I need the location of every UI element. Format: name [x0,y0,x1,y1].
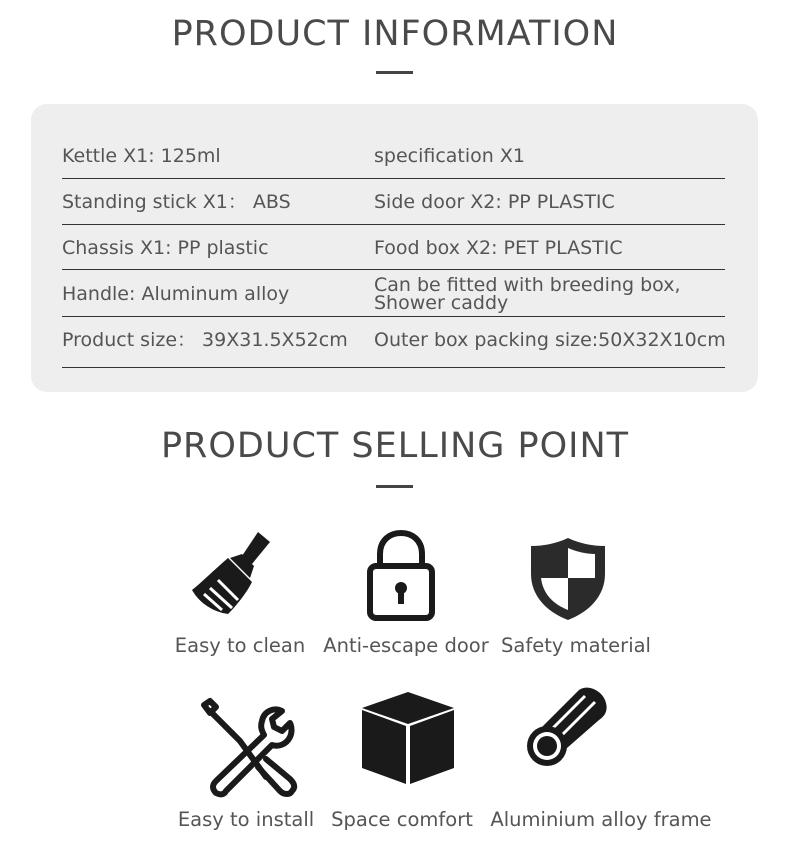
feature-aluminium-alloy-frame [472,686,662,766]
spec-divider [62,367,725,368]
feature-safety-material [473,536,663,622]
selling-point-heading: PRODUCT SELLING POINT [160,426,630,466]
heading-underline [376,71,413,74]
tube-icon [525,686,609,766]
shield-icon [529,536,607,622]
feature-label: Aluminium alloy frame [490,808,712,831]
box-icon [360,690,456,786]
product-information-heading: PRODUCT INFORMATION [171,14,619,54]
spec-divider [62,269,725,270]
spec-right: specification X1 [374,145,525,167]
spec-right-line2: Shower caddy [374,292,509,314]
feature-anti-escape-door [306,530,496,622]
spec-right: Food box X2: PET PLASTIC [374,237,623,259]
spec-left: Handle: Aluminum alloy [62,283,290,305]
feature-label: Safety material [501,634,651,657]
spec-left: Product size： 39X31.5X52cm [62,329,348,351]
feature-label: Easy to clean [174,634,306,657]
feature-label: Space comfort [331,808,473,831]
spec-divider [62,316,725,317]
spec-right-line1: Can be fitted with breeding box, [374,274,681,296]
broom-icon [188,528,282,618]
spec-left: Chassis X1: PP plastic [62,237,269,259]
spec-left: Standing stick X1： ABS [62,191,291,213]
spec-right: Side door X2: PP PLASTIC [374,191,615,213]
heading-underline [376,485,413,488]
spec-divider [62,224,725,225]
spec-divider [62,178,725,179]
wrench-screwdriver-icon [196,697,300,801]
feature-label: Easy to install [177,808,315,831]
spec-left: Kettle X1: 125ml [62,145,221,167]
padlock-icon [366,530,436,622]
spec-right: Outer box packing size:50X32X10cm [374,329,726,351]
feature-easy-to-clean [140,528,330,618]
feature-label: Anti-escape door [323,634,489,657]
